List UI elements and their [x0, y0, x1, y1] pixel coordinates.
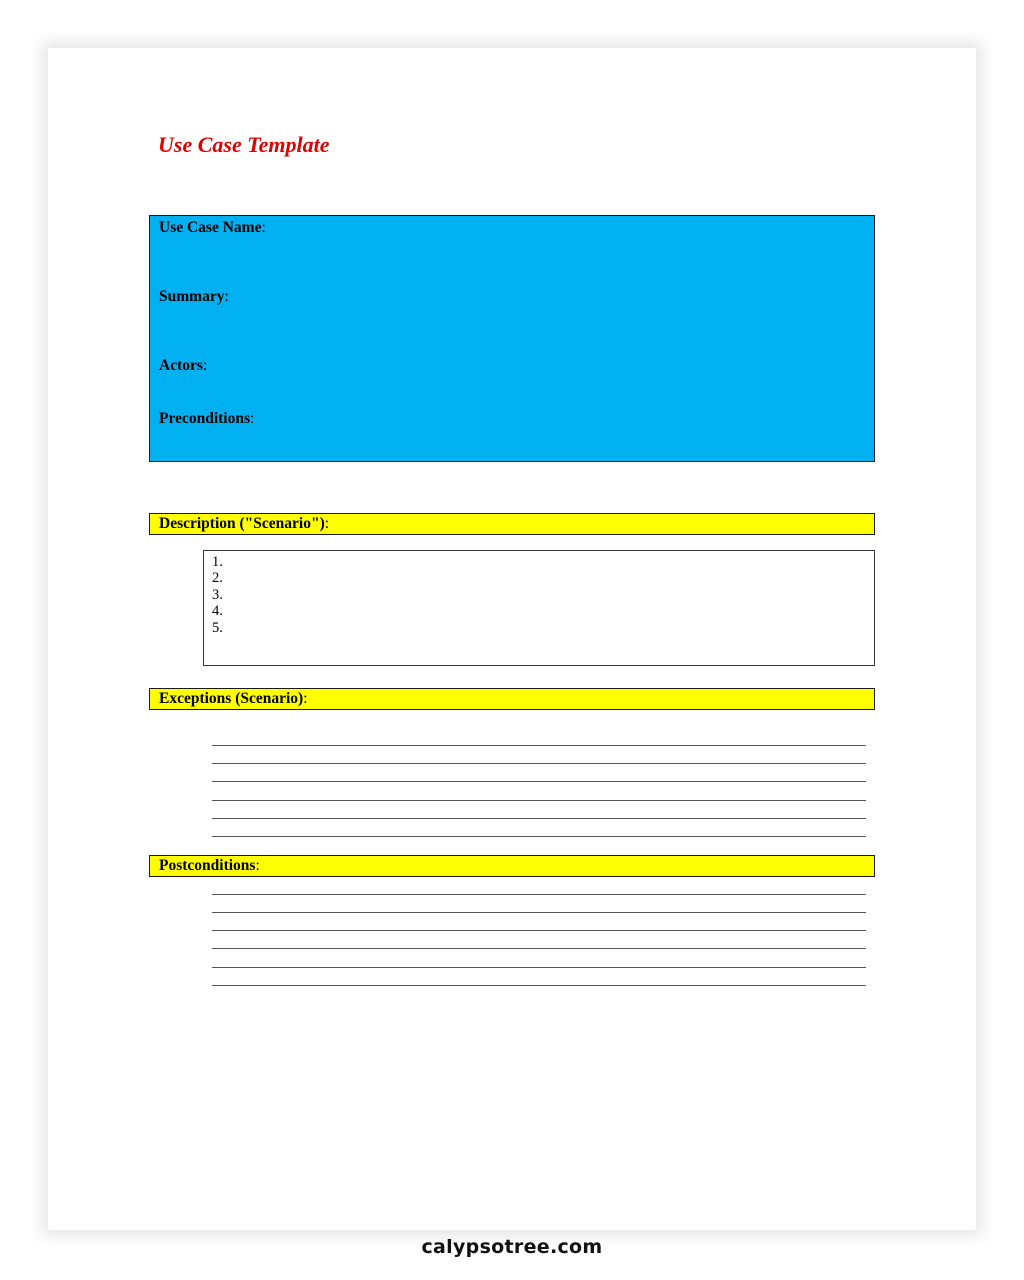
summary-colon: :	[224, 288, 229, 305]
postconditions-section-header	[149, 855, 875, 877]
site-watermark: calypsotree.com	[421, 1236, 603, 1258]
actors-field	[159, 357, 207, 375]
writing-line	[212, 912, 866, 913]
scenario-step: 5.	[212, 619, 223, 636]
actors-label: Actors	[159, 357, 203, 374]
writing-line	[212, 985, 866, 986]
writing-line	[212, 894, 866, 895]
use-case-name-field	[159, 219, 266, 237]
scenario-step: 2.	[212, 570, 223, 587]
summary-field	[159, 288, 229, 306]
writing-line	[212, 763, 866, 764]
preconditions-label: Preconditions	[159, 410, 250, 427]
writing-line	[212, 781, 866, 782]
postconditions-label: Postconditions	[159, 857, 256, 874]
scenario-step: 1.	[212, 554, 223, 570]
writing-line	[212, 967, 866, 968]
writing-line	[212, 836, 866, 837]
scenario-steps-list	[204, 551, 874, 636]
document-title: Use Case Template	[158, 132, 330, 157]
exceptions-label: Exceptions (Scenario)	[159, 690, 304, 707]
scenario-steps-box	[203, 550, 875, 666]
use-case-info-box	[149, 215, 875, 462]
writing-line	[212, 948, 866, 949]
scenario-step: 3.	[212, 586, 223, 603]
writing-line	[212, 745, 866, 746]
description-colon: :	[324, 515, 330, 532]
writing-line	[212, 818, 866, 819]
writing-line	[212, 800, 866, 801]
description-section-header	[149, 513, 875, 535]
summary-label: Summary	[159, 288, 225, 305]
exceptions-colon: :	[303, 690, 308, 707]
postconditions-colon: :	[255, 857, 260, 874]
actors-colon: :	[202, 357, 208, 374]
writing-line	[212, 930, 866, 931]
exceptions-section-header	[149, 688, 875, 710]
use-case-name-colon: :	[261, 219, 266, 236]
description-label: Description ("Scenario")	[159, 515, 325, 532]
use-case-name-label: Use Case Name	[159, 219, 262, 236]
preconditions-field	[159, 410, 254, 428]
preconditions-colon: :	[250, 410, 255, 427]
document-page	[48, 48, 976, 1230]
scenario-step: 4.	[212, 603, 223, 620]
